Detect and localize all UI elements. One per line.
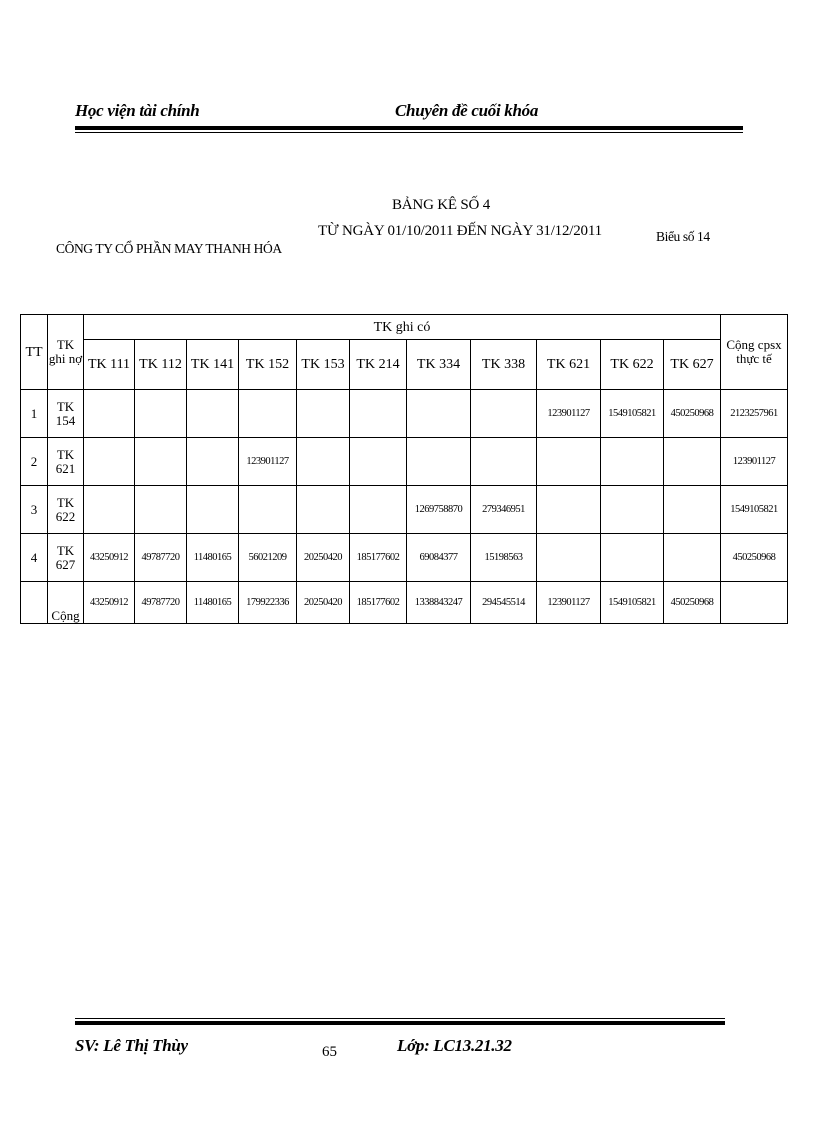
amount-cell: [239, 390, 297, 438]
amount-cell: [84, 438, 135, 486]
amount-cell: 1269758870: [407, 486, 471, 534]
credit-group-header: TK ghi có: [84, 315, 721, 340]
amount-cell: [350, 390, 407, 438]
footer-rule: [75, 1021, 725, 1025]
amount-cell: [537, 486, 601, 534]
amount-cell: [601, 438, 664, 486]
credit-col-header: TK 338: [471, 340, 537, 390]
amount-cell: 69084377: [407, 534, 471, 582]
amount-cell: [187, 438, 239, 486]
credit-col-header: TK 627: [664, 340, 721, 390]
form-number: Biểu số 14: [656, 229, 710, 244]
table-row: [21, 486, 788, 534]
sum-amount-cell: 450250968: [664, 582, 721, 624]
credit-col-header: TK 334: [407, 340, 471, 390]
sum-amount-cell: 43250912: [84, 582, 135, 624]
amount-cell: [471, 390, 537, 438]
amount-cell: 185177602: [350, 534, 407, 582]
credit-col-header: TK 111: [84, 340, 135, 390]
amount-cell: 123901127: [537, 390, 601, 438]
sum-total: [721, 582, 788, 624]
sum-amount-cell: 1549105821: [601, 582, 664, 624]
credit-col-header: TK 152: [239, 340, 297, 390]
header-row-1: [21, 315, 788, 340]
amount-cell: [239, 486, 297, 534]
credit-col-header: TK 621: [537, 340, 601, 390]
sum-amount-cell: 1338843247: [407, 582, 471, 624]
credit-col-header: TK 153: [297, 340, 350, 390]
header-rule: [75, 126, 743, 130]
row-total: 1549105821: [721, 486, 788, 534]
col-tt-header: TT: [21, 315, 48, 390]
amount-cell: [297, 438, 350, 486]
amount-cell: [664, 486, 721, 534]
sum-amount-cell: 49787720: [135, 582, 187, 624]
page-number: 65: [322, 1044, 337, 1060]
amount-cell: 20250420: [297, 534, 350, 582]
amount-cell: 1549105821: [601, 390, 664, 438]
table-row: [21, 534, 788, 582]
amount-cell: [407, 390, 471, 438]
col-total-header: Cộng cpsx thực tế: [721, 315, 788, 390]
amount-cell: [297, 486, 350, 534]
ledger-table: [20, 314, 788, 624]
row-debit-account: TK 627: [48, 534, 84, 582]
amount-cell: 279346951: [471, 486, 537, 534]
sum-amount-cell: 179922336: [239, 582, 297, 624]
company-name: CÔNG TY CỔ PHẦN MAY THANH HÓA: [56, 241, 282, 256]
sum-label: Cộng: [48, 582, 84, 624]
amount-cell: [84, 486, 135, 534]
header-row-2: [21, 340, 788, 390]
row-tt: 4: [21, 534, 48, 582]
amount-cell: [187, 390, 239, 438]
amount-cell: [471, 438, 537, 486]
credit-col-header: TK 141: [187, 340, 239, 390]
amount-cell: 49787720: [135, 534, 187, 582]
row-total: 123901127: [721, 438, 788, 486]
footer-student: SV: Lê Thị Thùy: [75, 1036, 188, 1055]
amount-cell: [664, 534, 721, 582]
sum-tt: [21, 582, 48, 624]
table-row: [21, 438, 788, 486]
amount-cell: [601, 534, 664, 582]
row-tt: 3: [21, 486, 48, 534]
sum-amount-cell: 123901127: [537, 582, 601, 624]
sum-row: [21, 582, 788, 624]
table-row: [21, 390, 788, 438]
header-rule-thin: [75, 132, 743, 133]
amount-cell: 43250912: [84, 534, 135, 582]
amount-cell: [297, 390, 350, 438]
row-debit-account: TK 621: [48, 438, 84, 486]
amount-cell: [601, 486, 664, 534]
amount-cell: [407, 438, 471, 486]
amount-cell: 56021209: [239, 534, 297, 582]
sum-amount-cell: 185177602: [350, 582, 407, 624]
doc-title: BẢNG KÊ SỐ 4: [392, 197, 491, 213]
amount-cell: 11480165: [187, 534, 239, 582]
amount-cell: [350, 438, 407, 486]
amount-cell: [537, 534, 601, 582]
row-total: 450250968: [721, 534, 788, 582]
credit-col-header: TK 214: [350, 340, 407, 390]
footer-rule-thin: [75, 1018, 725, 1019]
header-institution: Học viện tài chính: [75, 101, 200, 120]
sum-amount-cell: 20250420: [297, 582, 350, 624]
amount-cell: [84, 390, 135, 438]
doc-date-range: TỪ NGÀY 01/10/2011 ĐẾN NGÀY 31/12/2011: [318, 223, 602, 239]
row-debit-account: TK 622: [48, 486, 84, 534]
amount-cell: [135, 438, 187, 486]
amount-cell: [187, 486, 239, 534]
row-total: 2123257961: [721, 390, 788, 438]
header-topic: Chuyên đề cuối khóa: [395, 101, 539, 120]
row-debit-account: TK 154: [48, 390, 84, 438]
sum-amount-cell: 294545514: [471, 582, 537, 624]
amount-cell: 123901127: [239, 438, 297, 486]
row-tt: 1: [21, 390, 48, 438]
amount-cell: [135, 486, 187, 534]
amount-cell: [537, 438, 601, 486]
footer-class: Lớp: LC13.21.32: [397, 1036, 512, 1055]
sum-amount-cell: 11480165: [187, 582, 239, 624]
amount-cell: 450250968: [664, 390, 721, 438]
amount-cell: [350, 486, 407, 534]
amount-cell: [135, 390, 187, 438]
amount-cell: 15198563: [471, 534, 537, 582]
credit-col-header: TK 622: [601, 340, 664, 390]
col-debit-header: TK ghi nợ: [48, 315, 84, 390]
amount-cell: [664, 438, 721, 486]
credit-col-header: TK 112: [135, 340, 187, 390]
row-tt: 2: [21, 438, 48, 486]
